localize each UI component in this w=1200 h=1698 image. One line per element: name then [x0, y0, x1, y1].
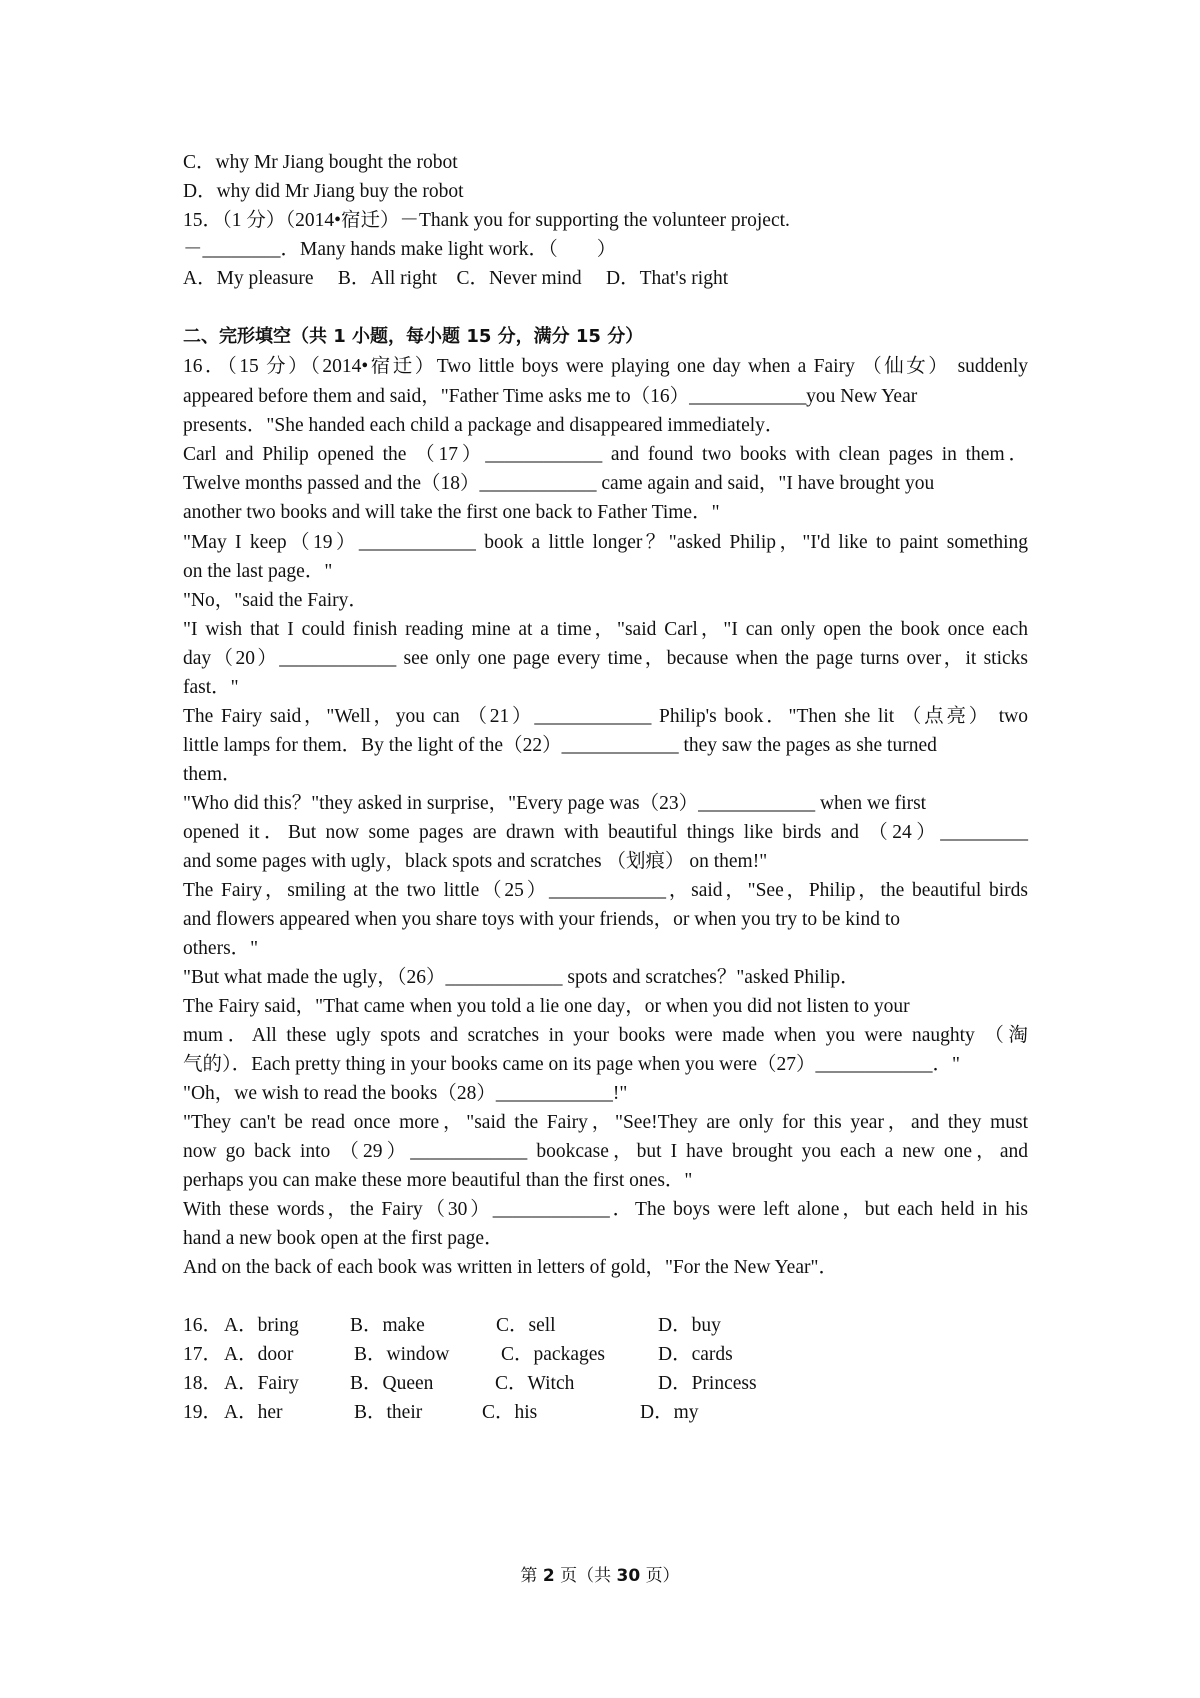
footer-total-pages: 30 — [616, 1566, 641, 1586]
passage-line: little lamps for them．By the light of the（22）____________ they saw the pages as she turned — [183, 735, 937, 756]
passage-line: on the last page．" — [183, 561, 333, 582]
passage-line: "Oh，we wish to read the books（28）____________!" — [183, 1083, 628, 1104]
passage-line: 16．（15 分）（2014•宿迁）Two little boys were playing one day when a Fairy （仙女） suddenly — [183, 356, 1028, 377]
choice-b: B．window — [354, 1344, 450, 1365]
passage-line: The Fairy，smiling at the two little（25）____________，said，"See，Philip，the beautiful birds — [183, 880, 1028, 901]
passage-line: others．" — [183, 938, 259, 959]
choice-d: D．buy — [658, 1315, 721, 1336]
passage-line: Carl and Philip opened the （17）____________ and found two books with clean pages in them． — [183, 444, 1028, 465]
choice-d: D．my — [640, 1402, 699, 1423]
passage-line: and flowers appeared when you share toys with your friends，or when you try to be kind to — [183, 909, 900, 930]
choice-b: B．their — [354, 1402, 423, 1423]
passage-line: hand a new book open at the first page． — [183, 1228, 504, 1249]
choice-b: B．Queen — [350, 1373, 434, 1394]
passage-line: perhaps you can make these more beautiful than the first ones．" — [183, 1170, 693, 1191]
passage-line: fast．" — [183, 677, 239, 698]
choice-a: A．her — [224, 1402, 283, 1423]
passage-line: "But what made the ugly，（26）____________ spots and scratches？"asked Philip． — [183, 967, 860, 988]
passage-line: and some pages with ugly，black spots and scratches （划痕） on them!" — [183, 851, 768, 872]
footer-page-number: 2 — [542, 1566, 555, 1586]
passage-line: 气的）．Each pretty thing in your books came on its page when you were（27）____________．" — [183, 1054, 960, 1075]
question-number: 19． — [183, 1402, 223, 1423]
choice-c: C．sell — [496, 1315, 556, 1336]
passage-line: mum．All these ugly spots and scratches in your books were made when you were naughty （淘 — [183, 1025, 1028, 1046]
passage-line: And on the back of each book was written in letters of gold，"For the New Year"． — [183, 1257, 838, 1278]
passage-line: them． — [183, 764, 242, 785]
passage-line: now go back into （29）____________ bookcase，but I have brought you each a new one，and — [183, 1141, 1028, 1162]
option-c-line: C．why Mr Jiang bought the robot — [183, 152, 458, 173]
passage-line: opened it．But now some pages are drawn with beautiful things like birds and （24）_________ — [183, 822, 1028, 843]
passage-line: "May I keep（19）____________ book a little longer？"asked Philip，"I'd like to paint something — [183, 532, 1028, 553]
question-15-line2: －________．Many hands make light work．（ ） — [183, 239, 617, 260]
choice-a: A．bring — [224, 1315, 299, 1336]
footer-suffix: 页） — [645, 1566, 680, 1586]
passage-line: "I wish that I could finish reading mine at a time，"said Carl，"I can only open the book once each — [183, 619, 1028, 640]
passage-line: "No，"said the Fairy． — [183, 590, 368, 611]
passage-line: appeared before them and said，"Father Time asks me to（16）____________you New Year — [183, 386, 918, 407]
choice-c: C．his — [482, 1402, 538, 1423]
passage-line: Twelve months passed and the（18）____________ came again and said，"I have brought you — [183, 473, 935, 494]
question-15-stem: 15．（1 分）（2014•宿迁）－Thank you for supporting the volunteer project. — [183, 210, 790, 231]
passage-line: The Fairy said，"That came when you told a lie one day，or when you did not listen to your — [183, 996, 910, 1017]
choice-a: A．door — [224, 1344, 294, 1365]
passage-line: presents．"She handed each child a package and disappeared immediately． — [183, 415, 785, 436]
choice-b: B．make — [350, 1315, 425, 1336]
choice-d: D．cards — [658, 1344, 733, 1365]
passage-line: "Who did this？"they asked in surprise，"Every page was（23）____________ when we first — [183, 793, 927, 814]
choice-c: C．packages — [501, 1344, 605, 1365]
question-number: 16． — [183, 1315, 223, 1336]
footer-middle: 页（共 — [560, 1566, 612, 1586]
section-heading: 二、完形填空（共 1 小题，每小题 15 分，满分 15 分） — [183, 326, 644, 347]
passage-line: day（20）____________ see only one page every time，because when the page turns over，it sticks — [183, 648, 1028, 669]
passage-line: With these words，the Fairy（30）____________．The boys were left alone，but each held in his — [183, 1199, 1028, 1220]
passage-line: "They can't be read once more，"said the Fairy，"See!They are only for this year，and they must — [183, 1112, 1028, 1133]
footer-prefix: 第 — [520, 1566, 538, 1586]
choice-d: D．Princess — [658, 1373, 757, 1394]
page-footer — [0, 1561, 1200, 1586]
question-number: 17． — [183, 1344, 223, 1365]
question-number: 18． — [183, 1373, 223, 1394]
question-15-choices: A．My pleasure B．All right C．Never mind D．That's right — [183, 268, 729, 289]
choice-c: C．Witch — [495, 1373, 575, 1394]
passage-line: The Fairy said，"Well，you can （21）____________ Philip's book．"Then she lit （点亮） two — [183, 706, 1028, 727]
passage-line: another two books and will take the first one back to Father Time．" — [183, 502, 720, 523]
choice-a: A．Fairy — [224, 1373, 299, 1394]
option-d-line: D．why did Mr Jiang buy the robot — [183, 181, 464, 202]
